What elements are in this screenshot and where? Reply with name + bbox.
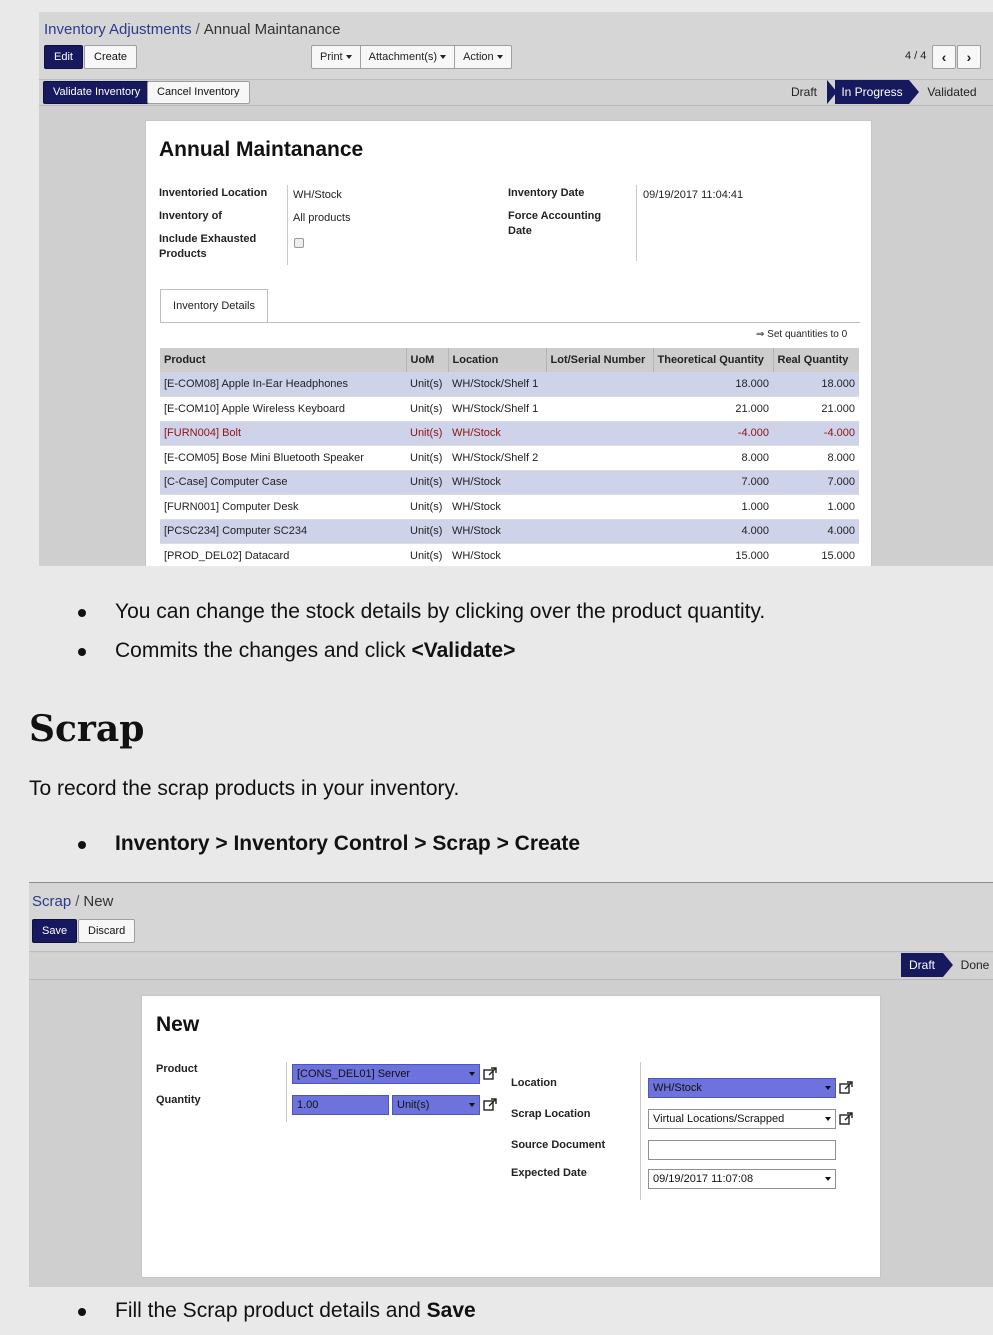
location-cell: WH/Stock [448, 495, 546, 520]
location-cell: WH/Stock/Shelf 1 [448, 397, 546, 422]
table-row[interactable] [160, 544, 859, 567]
lot-cell [546, 519, 653, 544]
section-paragraph: To record the scrap products in your inventory. [29, 777, 460, 800]
column-header[interactable]: Location [448, 348, 546, 372]
action-dropdown[interactable] [455, 46, 511, 68]
product-cell: [FURN004] Bolt [160, 421, 406, 446]
section-heading: Scrap [29, 708, 145, 750]
location-cell: WH/Stock/Shelf 2 [448, 446, 546, 471]
pager-value: 4 / 4 [905, 50, 927, 62]
set-quantities-link[interactable]: ⇒ Set quantities to 0 [756, 329, 848, 340]
location-cell: WH/Stock/Shelf 1 [448, 372, 546, 397]
scrap-location-select[interactable] [648, 1109, 836, 1129]
location-cell: WH/Stock [448, 544, 546, 567]
chevron-left-icon: ‹ [941, 49, 947, 65]
field-divider [636, 185, 637, 261]
product-cell: [C-Case] Computer Case [160, 470, 406, 495]
table-row[interactable] [160, 519, 859, 544]
uom-cell: Unit(s) [406, 519, 448, 544]
column-header[interactable]: Theoretical Quantity [653, 348, 773, 372]
control-panel [39, 12, 993, 80]
bullet-icon [78, 1308, 86, 1316]
field-divider [286, 1062, 287, 1122]
breadcrumb-current: New [83, 893, 114, 910]
theoretical-qty-cell: 21.000 [653, 397, 773, 422]
expected-date-value: 09/19/2017 11:07:08 [653, 1173, 754, 1185]
real-qty-cell[interactable]: -4.000 [773, 421, 859, 446]
uom-cell: Unit(s) [406, 495, 448, 520]
table-row[interactable] [160, 495, 859, 520]
breadcrumb-current: Annual Maintanance [203, 21, 341, 38]
lot-cell [546, 372, 653, 397]
bullet-text-1: You can change the stock details by clicking over the product quantity. [115, 600, 766, 623]
table-row[interactable] [160, 372, 859, 397]
theoretical-qty-cell: 18.000 [653, 372, 773, 397]
status-done[interactable]: Done [960, 958, 990, 972]
inventoried-location-field[interactable]: WH/Stock [293, 189, 342, 201]
bullet-icon [78, 609, 86, 617]
table-row[interactable] [160, 446, 859, 471]
product-cell: [FURN001] Computer Desk [160, 495, 406, 520]
breadcrumb-separator: / [195, 21, 200, 38]
quantity-input[interactable]: 1.00 [292, 1095, 389, 1115]
external-link-icon[interactable] [839, 1081, 853, 1095]
external-link-icon[interactable] [483, 1098, 497, 1112]
lot-cell [546, 446, 653, 471]
header-bar [29, 953, 993, 980]
inventory-of-label: Inventory of [159, 210, 222, 222]
lot-cell [546, 397, 653, 422]
header-bar [39, 80, 993, 106]
uom-cell: Unit(s) [406, 397, 448, 422]
table-header-row [160, 348, 859, 372]
uom-value: Unit(s) [397, 1099, 430, 1111]
theoretical-qty-cell: 7.000 [653, 470, 773, 495]
sidebar-actions [311, 45, 512, 69]
scrap-location-label: Scrap Location [511, 1108, 591, 1120]
field-divider [287, 185, 288, 265]
theoretical-qty-cell: 1.000 [653, 495, 773, 520]
location-select[interactable] [648, 1078, 836, 1098]
product-cell: [PROD_DEL02] Datacard [160, 544, 406, 567]
real-qty-cell[interactable]: 18.000 [773, 372, 859, 397]
inventory-of-field[interactable]: All products [293, 212, 351, 224]
breadcrumb-parent[interactable]: Inventory Adjustments [44, 21, 192, 38]
table-row[interactable] [160, 421, 859, 446]
include-exhausted-label: Include Exhausted Products [159, 233, 257, 260]
bullet-text-2: Commits the changes and click <Validate> [115, 639, 516, 662]
real-qty-cell[interactable]: 21.000 [773, 397, 859, 422]
save-button[interactable]: Save [32, 919, 77, 943]
expected-date-picker[interactable] [648, 1169, 836, 1189]
status-draft[interactable]: Draft [790, 85, 817, 99]
real-qty-cell[interactable]: 8.000 [773, 446, 859, 471]
breadcrumb-parent[interactable]: Scrap [32, 893, 72, 910]
breadcrumb [32, 893, 113, 910]
real-qty-cell[interactable]: 1.000 [773, 495, 859, 520]
source-document-label: Source Document [511, 1139, 606, 1151]
include-exhausted-checkbox[interactable] [294, 238, 304, 248]
uom-cell: Unit(s) [406, 470, 448, 495]
edit-button[interactable]: Edit [44, 45, 83, 69]
column-header[interactable]: UoM [406, 348, 448, 372]
column-header[interactable]: Product [160, 348, 406, 372]
source-document-input[interactable] [648, 1140, 836, 1160]
print-label: Print [320, 51, 343, 63]
location-cell: WH/Stock [448, 421, 546, 446]
uom-cell: Unit(s) [406, 446, 448, 471]
action-label: Action [463, 51, 494, 63]
location-cell: WH/Stock [448, 519, 546, 544]
product-cell: [E-COM10] Apple Wireless Keyboard [160, 397, 406, 422]
external-link-icon[interactable] [839, 1112, 853, 1126]
real-qty-cell[interactable]: 7.000 [773, 470, 859, 495]
inventoried-location-label: Inventoried Location [159, 187, 268, 199]
tab-inventory-details[interactable]: Inventory Details [160, 289, 268, 323]
validate-inventory-button[interactable]: Validate Inventory [43, 81, 150, 104]
external-link-icon[interactable] [483, 1067, 497, 1081]
real-qty-cell[interactable]: 15.000 [773, 544, 859, 567]
control-panel [29, 883, 993, 952]
caret-down-icon [825, 1177, 831, 1181]
chevron-right-icon: › [966, 49, 972, 65]
product-cell: [E-COM08] Apple In-Ear Headphones [160, 372, 406, 397]
quantity-label: Quantity [156, 1094, 201, 1106]
location-label: Location [511, 1077, 557, 1089]
product-value: [CONS_DEL01] Server [297, 1068, 411, 1080]
inventory-adjustment-screenshot [39, 12, 993, 566]
location-value: WH/Stock [653, 1082, 702, 1094]
breadcrumb [44, 21, 341, 38]
theoretical-qty-cell: -4.000 [653, 421, 773, 446]
caret-down-icon [346, 55, 352, 59]
scrap-location-value: Virtual Locations/Scrapped [653, 1113, 785, 1125]
attachments-label: Attachment(s) [368, 51, 438, 63]
bullet-text-4: Fill the Scrap product details and Save [115, 1299, 476, 1322]
form-sheet [141, 995, 881, 1278]
record-title: New [156, 1013, 200, 1036]
real-qty-cell[interactable]: 4.000 [773, 519, 859, 544]
product-select[interactable] [292, 1064, 480, 1084]
field-divider [640, 1062, 641, 1200]
location-cell: WH/Stock [448, 470, 546, 495]
theoretical-qty-cell: 8.000 [653, 446, 773, 471]
attachments-dropdown[interactable] [361, 46, 455, 68]
uom-select[interactable] [392, 1095, 480, 1115]
table-row[interactable] [160, 470, 859, 495]
status-draft[interactable]: Draft [901, 953, 943, 977]
theoretical-qty-cell: 4.000 [653, 519, 773, 544]
theoretical-qty-cell: 15.000 [653, 544, 773, 567]
form-sheet [145, 120, 872, 566]
bullet-icon [78, 648, 86, 656]
uom-cell: Unit(s) [406, 372, 448, 397]
column-header[interactable]: Real Quantity [773, 348, 859, 372]
cancel-inventory-button[interactable]: Cancel Inventory [147, 81, 250, 104]
lot-cell [546, 544, 653, 567]
inventory-lines-table [160, 348, 859, 566]
pager-next-button[interactable] [957, 45, 981, 69]
tab-underline [160, 322, 860, 323]
record-title: Annual Maintanance [159, 138, 364, 161]
bullet-icon [78, 841, 86, 849]
pager-previous-button[interactable] [932, 45, 956, 69]
lot-cell [546, 470, 653, 495]
status-arrow [943, 953, 953, 977]
caret-down-icon [469, 1072, 475, 1076]
inventory-date-field[interactable]: 09/19/2017 11:04:41 [643, 189, 744, 201]
inventory-date-label: Inventory Date [508, 187, 585, 199]
discard-button[interactable]: Discard [78, 919, 135, 943]
lot-cell [546, 495, 653, 520]
breadcrumb-separator: / [75, 893, 80, 910]
caret-down-icon [469, 1103, 475, 1107]
column-header[interactable]: Lot/Serial Number [546, 348, 653, 372]
caret-down-icon [825, 1117, 831, 1121]
print-dropdown[interactable] [312, 46, 361, 68]
status-arrow [909, 80, 919, 104]
caret-down-icon [440, 55, 446, 59]
force-accounting-date-label: Force Accounting Date [508, 210, 602, 237]
bullet-text-3: Inventory > Inventory Control > Scrap > Create [115, 832, 581, 855]
lot-cell [546, 421, 653, 446]
uom-cell: Unit(s) [406, 421, 448, 446]
product-cell: [PCSC234] Computer SC234 [160, 519, 406, 544]
status-validated[interactable]: Validated [927, 85, 977, 99]
expected-date-label: Expected Date [511, 1167, 587, 1179]
caret-down-icon [497, 55, 503, 59]
status-in-progress[interactable]: In Progress [835, 80, 909, 104]
scrap-screenshot [29, 882, 993, 1287]
product-label: Product [156, 1063, 198, 1075]
create-button[interactable]: Create [84, 45, 137, 69]
table-row[interactable] [160, 397, 859, 422]
caret-down-icon [825, 1086, 831, 1090]
uom-cell: Unit(s) [406, 544, 448, 567]
product-cell: [E-COM05] Bose Mini Bluetooth Speaker [160, 446, 406, 471]
